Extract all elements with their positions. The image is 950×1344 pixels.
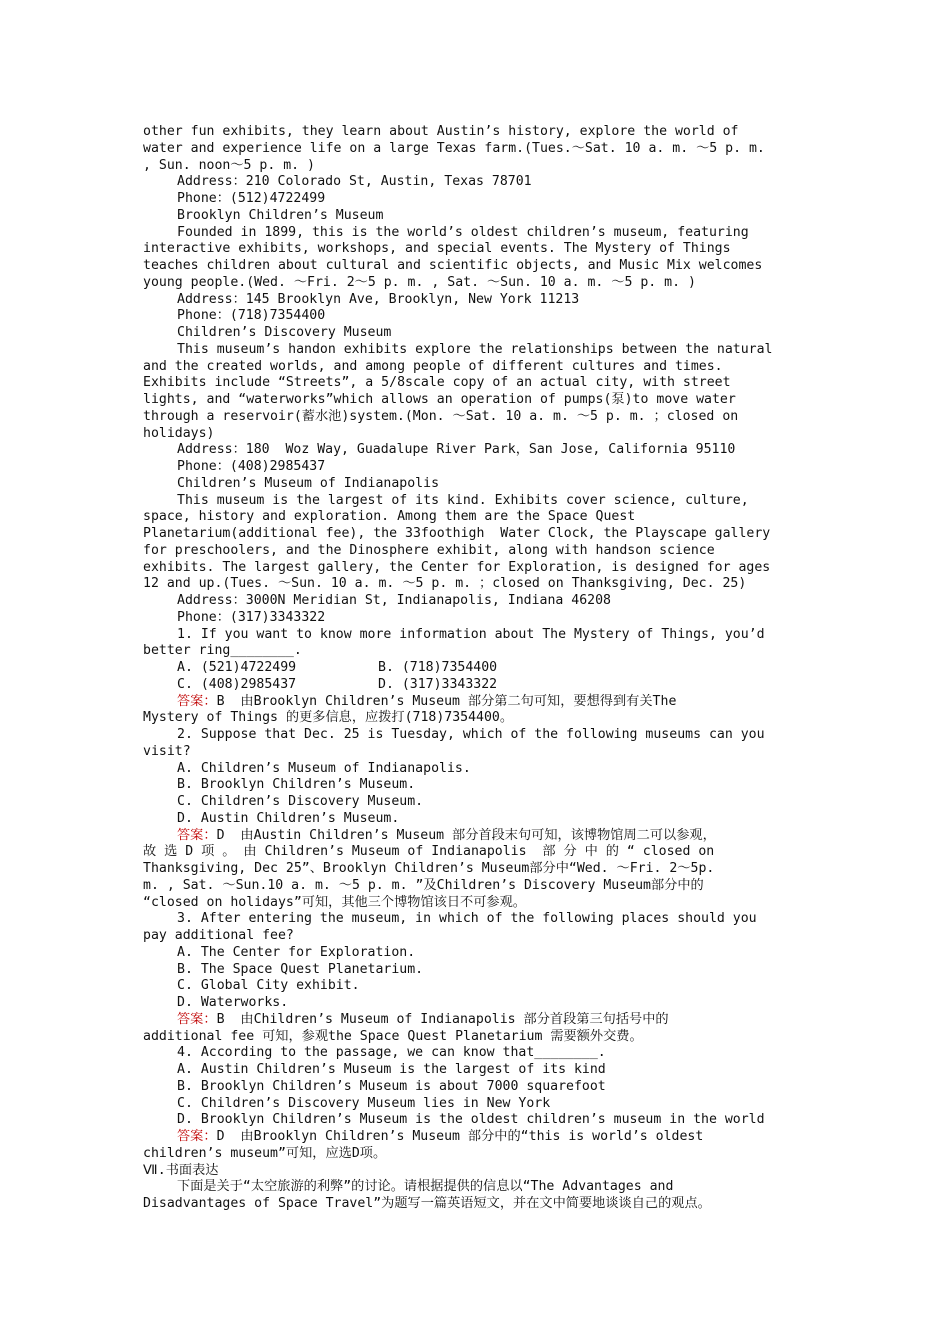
answer-label: 答案： [177,693,217,709]
option-d: D. Brooklyn Children’s Museum is the oldest children’s museum in the world [177,1112,765,1128]
text-line: holidays) [143,425,215,441]
answer-text: D 由Brooklyn Children’s Museum 部分中的“this is world’s oldest [216,1129,704,1144]
option-b: B. Brooklyn Children’s Museum. [177,777,416,793]
option-c: C. Global City exhibit. [177,978,360,994]
answer-text: B 由Children’s Museum of Indianapolis 部分首段第三句括号中的 [216,1011,669,1027]
museum-heading: Children’s Museum of Indianapolis [177,475,440,491]
text-line: space, history and exploration. Among them are the Space Quest [143,509,636,525]
text-line: interactive exhibits, workshops, and special events. The Mystery of Things [143,241,731,257]
answer-text: “closed on holidays”可知，其他三个博物馆该日不可参观。 [143,894,526,910]
question-stem: 2. Suppose that Dec. 25 is Tuesday, which of the following museums can you [177,727,765,742]
option-a: A. The Center for Exploration. [177,944,416,960]
question-stem: 4. According to the passage, we can know that________. [177,1045,606,1061]
phone-line: Phone：(317)3343322 [177,609,326,625]
option-b: B. (718)7354400 [378,660,498,675]
section-text: 下面是关于“太空旅游的利弊”的讨论。请根据提供的信息以“The Advantages and [177,1179,674,1195]
answer-label: 答案： [177,827,217,843]
text-line: for preschoolers, and the Dinosphere exhibit, along with handson science [143,542,715,558]
option-c: C. (408)2985437 [177,676,297,692]
option-d: D. Waterworks. [177,995,289,1010]
text-line: This museum’s handon exhibits explore the relationships between the natural [177,341,773,357]
answer-text: children’s museum”可知，应选D项。 [143,1145,387,1161]
answer-text: additional fee 可知，参观the Space Quest Planetarium 需要额外交费。 [143,1028,643,1044]
text-line: teaches children about cultural and scientific objects, and Music Mix welcomes [143,258,763,273]
answer-text: Mystery of Things 的更多信息，应拨打(718)7354400。 [143,710,514,726]
text-line: Exhibits include “Streets”, a 5/8scale copy of an actual city, with street [143,375,731,391]
section-title: Ⅶ.书面表达 [143,1162,219,1178]
phone-line: Phone：(718)7354400 [177,308,326,324]
text-line: This museum is the largest of its kind. Exhibits cover science, culture, [177,492,749,508]
text-line: Founded in 1899, this is the world’s oldest children’s museum, featuring [177,224,749,240]
document-page [143,124,807,1213]
section-text: Disadvantages of Space Travel”为题写一篇英语短文，并在文中简要地谈谈自己的观点。 [143,1196,711,1211]
option-c: C. Children’s Discovery Museum. [177,794,424,809]
answer-text: m. , Sat. ～Sun.10 a. m. ～5 p. m. ”及Children’s Discovery Museum部分中的 [143,877,704,893]
answer-text: Thanksgiving, Dec 25”、Brooklyn Children’s Museum部分中“Wed. ～Fri. 2～5p. [143,861,715,876]
option-d: D. Austin Children’s Museum. [177,810,400,826]
answer-label: 答案： [177,1129,217,1144]
answer-line [143,1129,807,1146]
option-a: A. Children’s Museum of Indianapolis. [177,760,471,776]
passage [143,124,807,627]
text-line: and the created worlds, and among people of different cultures and times. [143,358,723,374]
text-line: Planetarium(additional fee), the 33foothigh Water Clock, the Playscape gallery [143,526,771,541]
option-b: B. The Space Quest Planetarium. [177,961,424,977]
answer-line [143,1012,807,1029]
text-line: other fun exhibits, they learn about Austin’s history, explore the world of [143,124,739,139]
text-line: young people.(Wed. ～Fri. 2～5 p. m. , Sat. ～Sun. 10 a. m. ～5 p. m. ) [143,274,696,290]
text-line: through a reservoir(蓄水池)system.(Mon. ～Sat. 10 a. m. ～5 p. m. ；closed on [143,408,739,424]
answer-text: B 由Brooklyn Children’s Museum 部分第二句可知，要想得到有关The [216,693,677,709]
answer-label: 答案： [177,1011,217,1027]
phone-line: Phone：(512)4722499 [177,191,326,206]
phone-line: Phone：(408)2985437 [177,459,326,474]
answer-line [143,694,807,711]
writing-section [143,1163,807,1213]
question-1 [143,627,807,728]
option-d: D. (317)3343322 [378,676,498,692]
text-line: 12 and up.(Tues. ～Sun. 10 a. m. ～5 p. m. ；closed on Thanksgiving, Dec. 25) [143,576,747,592]
address-line: Address：3000N Meridian St, Indianapolis, Indiana 46208 [177,593,611,608]
question-stem: 3. After entering the museum, in which of the following places should you [177,911,757,927]
option-row [143,677,807,694]
option-c: C. Children’s Discovery Museum lies in New York [177,1095,551,1111]
option-b: B. Brooklyn Children’s Museum is about 7000 squarefoot [177,1078,606,1094]
question-stem: pay additional fee? [143,928,294,943]
museum-heading: Brooklyn Children’s Museum [177,207,384,223]
question-4 [143,1045,807,1162]
address-line: Address：210 Colorado St, Austin, Texas 78701 [177,174,532,190]
option-a: A. (521)4722499 [177,660,297,675]
option-row [143,660,807,677]
text-line: exhibits. The largest gallery, the Center for Exploration, is designed for ages [143,559,771,575]
question-2 [143,727,807,911]
question-stem: 1. If you want to know more information about The Mystery of Things, you’d [177,626,765,642]
answer-text: D 由Austin Children’s Museum 部分首段末句可知，该博物馆周二可以参观， [216,827,716,843]
address-line: Address：180 Woz Way, Guadalupe River Park，San Jose, California 95110 [177,442,736,458]
answer-line [143,828,807,845]
question-stem: visit? [143,743,191,759]
text-line: , Sun. noon～5 p. m. ) [143,157,315,173]
question-3 [143,911,807,1045]
text-line: lights, and “waterworks”which allows an operation of pumps(泵)to move water [143,392,736,407]
question-stem: better ring________. [143,643,302,659]
museum-heading: Children’s Discovery Museum [177,325,392,340]
text-line: water and experience life on a large Texas farm.(Tues.～Sat. 10 a. m. ～5 p. m. [143,140,765,156]
option-a: A. Austin Children’s Museum is the largest of its kind [177,1062,606,1077]
answer-text: 故 选 D 项 。 由 Children’s Museum of Indianapolis 部 分 中 的 “ closed on [143,844,715,860]
address-line: Address：145 Brooklyn Ave, Brooklyn, New York 11213 [177,291,580,307]
